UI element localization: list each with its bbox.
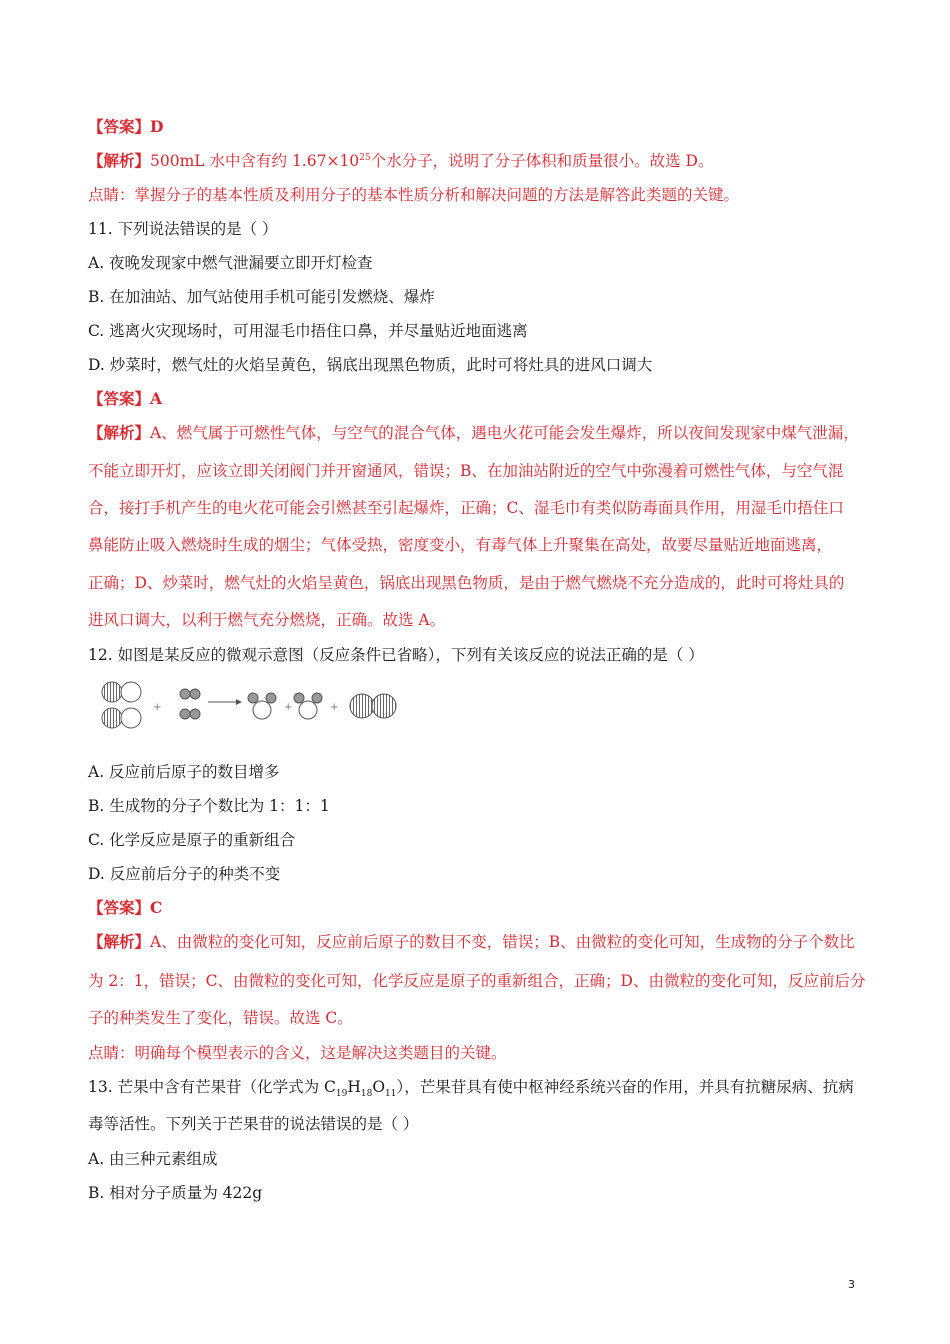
q13-stem: 13. 芒果中含有芒果苷（化学式为 $C_{19}H_{18}O_{11}$），芒果苷具有使中枢神经系统兴奋的作用，并具有抗糖尿病、抗病 [88,1078,854,1100]
q10-tip: 点睛：掌握分子的基本性质及利用分子的基本性质分析和解决问题的方法是解答此类题的关键。 [88,186,740,204]
q12-option-b: B. 生成物的分子个数比为 1：1：1 [88,797,330,815]
q11-option-c: C. 逃离火灾现场时，可用湿毛巾捂住口鼻，并尽量贴近地面逃离 [88,322,528,340]
plus-sign: + [330,702,339,713]
reaction-microscopic-diagram [100,680,415,735]
q11-analysis-line: 进风口调大，以利于燃气充分燃烧，正确。故选 A。 [88,611,446,629]
q12-answer: 【答案】C [88,898,163,917]
q11-stem: 11. 下列说法错误的是（ ） [88,220,278,238]
q12-stem: 12. 如图是某反应的微观示意图（反应条件已省略），下列有关该反应的说法正确的是（ ） [88,646,704,664]
q12-analysis-line: 子的种类发生了变化，错误。故选 C。 [88,1009,353,1027]
plus-sign: + [153,702,162,713]
page-number: 3 [848,1278,855,1291]
q11-option-a: A. 夜晚发现家中燃气泄漏要立即开灯检查 [88,254,373,272]
q13-stem-line-2: 毒等活性。下列关于芒果苷的说法错误的是（ ） [88,1115,419,1133]
q11-analysis-line: 正确；D、炒菜时，燃气灶的火焰呈黄色，锅底出现黑色物质，是由于燃气燃烧不充分造成的，此时可将灶具的 [88,574,845,592]
reactant-molecule [102,708,141,728]
q11-option-b: B. 在加油站、加气站使用手机可能引发燃烧、爆炸 [88,288,435,306]
q11-answer: 【答案】A [88,389,163,408]
product-molecule [248,693,276,719]
q12-option-a: A. 反应前后原子的数目增多 [88,763,280,781]
q11-analysis-line: 不能立即开灯，应该立即关闭阀门并开窗通风，错误；B、在加油站附近的空气中弥漫着可燃性气体，与空气混 [88,462,844,480]
reactant-molecule [102,682,141,702]
reaction-arrow-icon [208,699,242,705]
q13-option-b: B. 相对分子质量为 422g [88,1184,263,1202]
q10-analysis-text: 500mL 水中含有约 $1.67\times 10^{25}$个水分子，说明了分子体积和质量很小。故选 D。 [150,152,714,170]
q11-analysis-line: 【解析】A、燃气属于可燃性气体，与空气的混合气体，遇电火花可能会发生爆炸，所以夜间发现家中煤气泄漏， [88,423,859,442]
q10-analysis: 【解析】500mL 水中含有约 $1.67\times 10^{25}$个水分子，说明了分子体积和质量很小。故选 D。 [88,151,714,170]
product-molecule [350,694,396,718]
q10-answer: 【答案】D [88,117,164,136]
q11-option-d: D. 炒菜时，燃气灶的火焰呈黄色，锅底出现黑色物质，此时可将灶具的进风口调大 [88,356,653,374]
reactant-molecule [180,709,200,719]
q12-analysis-line: 为 2：1，错误；C、由微粒的变化可知，化学反应是原子的重新组合，正确；D、由微粒的变化可知，反应前后分 [88,972,866,990]
reactant-molecule [180,689,200,699]
q12-option-c: C. 化学反应是原子的重新组合 [88,831,296,849]
q11-analysis-line: 合，接打手机产生的电火花可能会引燃甚至引起爆炸，正确；C、湿毛巾有类似防毒面具作用，用湿毛巾捂住口 [88,499,844,517]
q12-option-d: D. 反应前后分子的种类不变 [88,865,281,883]
q12-analysis-line: 【解析】A、由微粒的变化可知，反应前后原子的数目不变，错误；B、由微粒的变化可知，生成物的分子个数比 [88,932,855,951]
product-molecule [294,693,322,719]
plus-sign: + [284,702,293,713]
q13-option-a: A. 由三种元素组成 [88,1150,218,1168]
q12-tip: 点睛：明确每个模型表示的含义，这是解决这类题目的关键。 [88,1044,507,1062]
q11-analysis-line: 鼻能防止吸入燃烧时生成的烟尘；气体受热，密度变小，有毒气体上升聚集在高处，故要尽量贴近地面逃离， [88,536,833,554]
